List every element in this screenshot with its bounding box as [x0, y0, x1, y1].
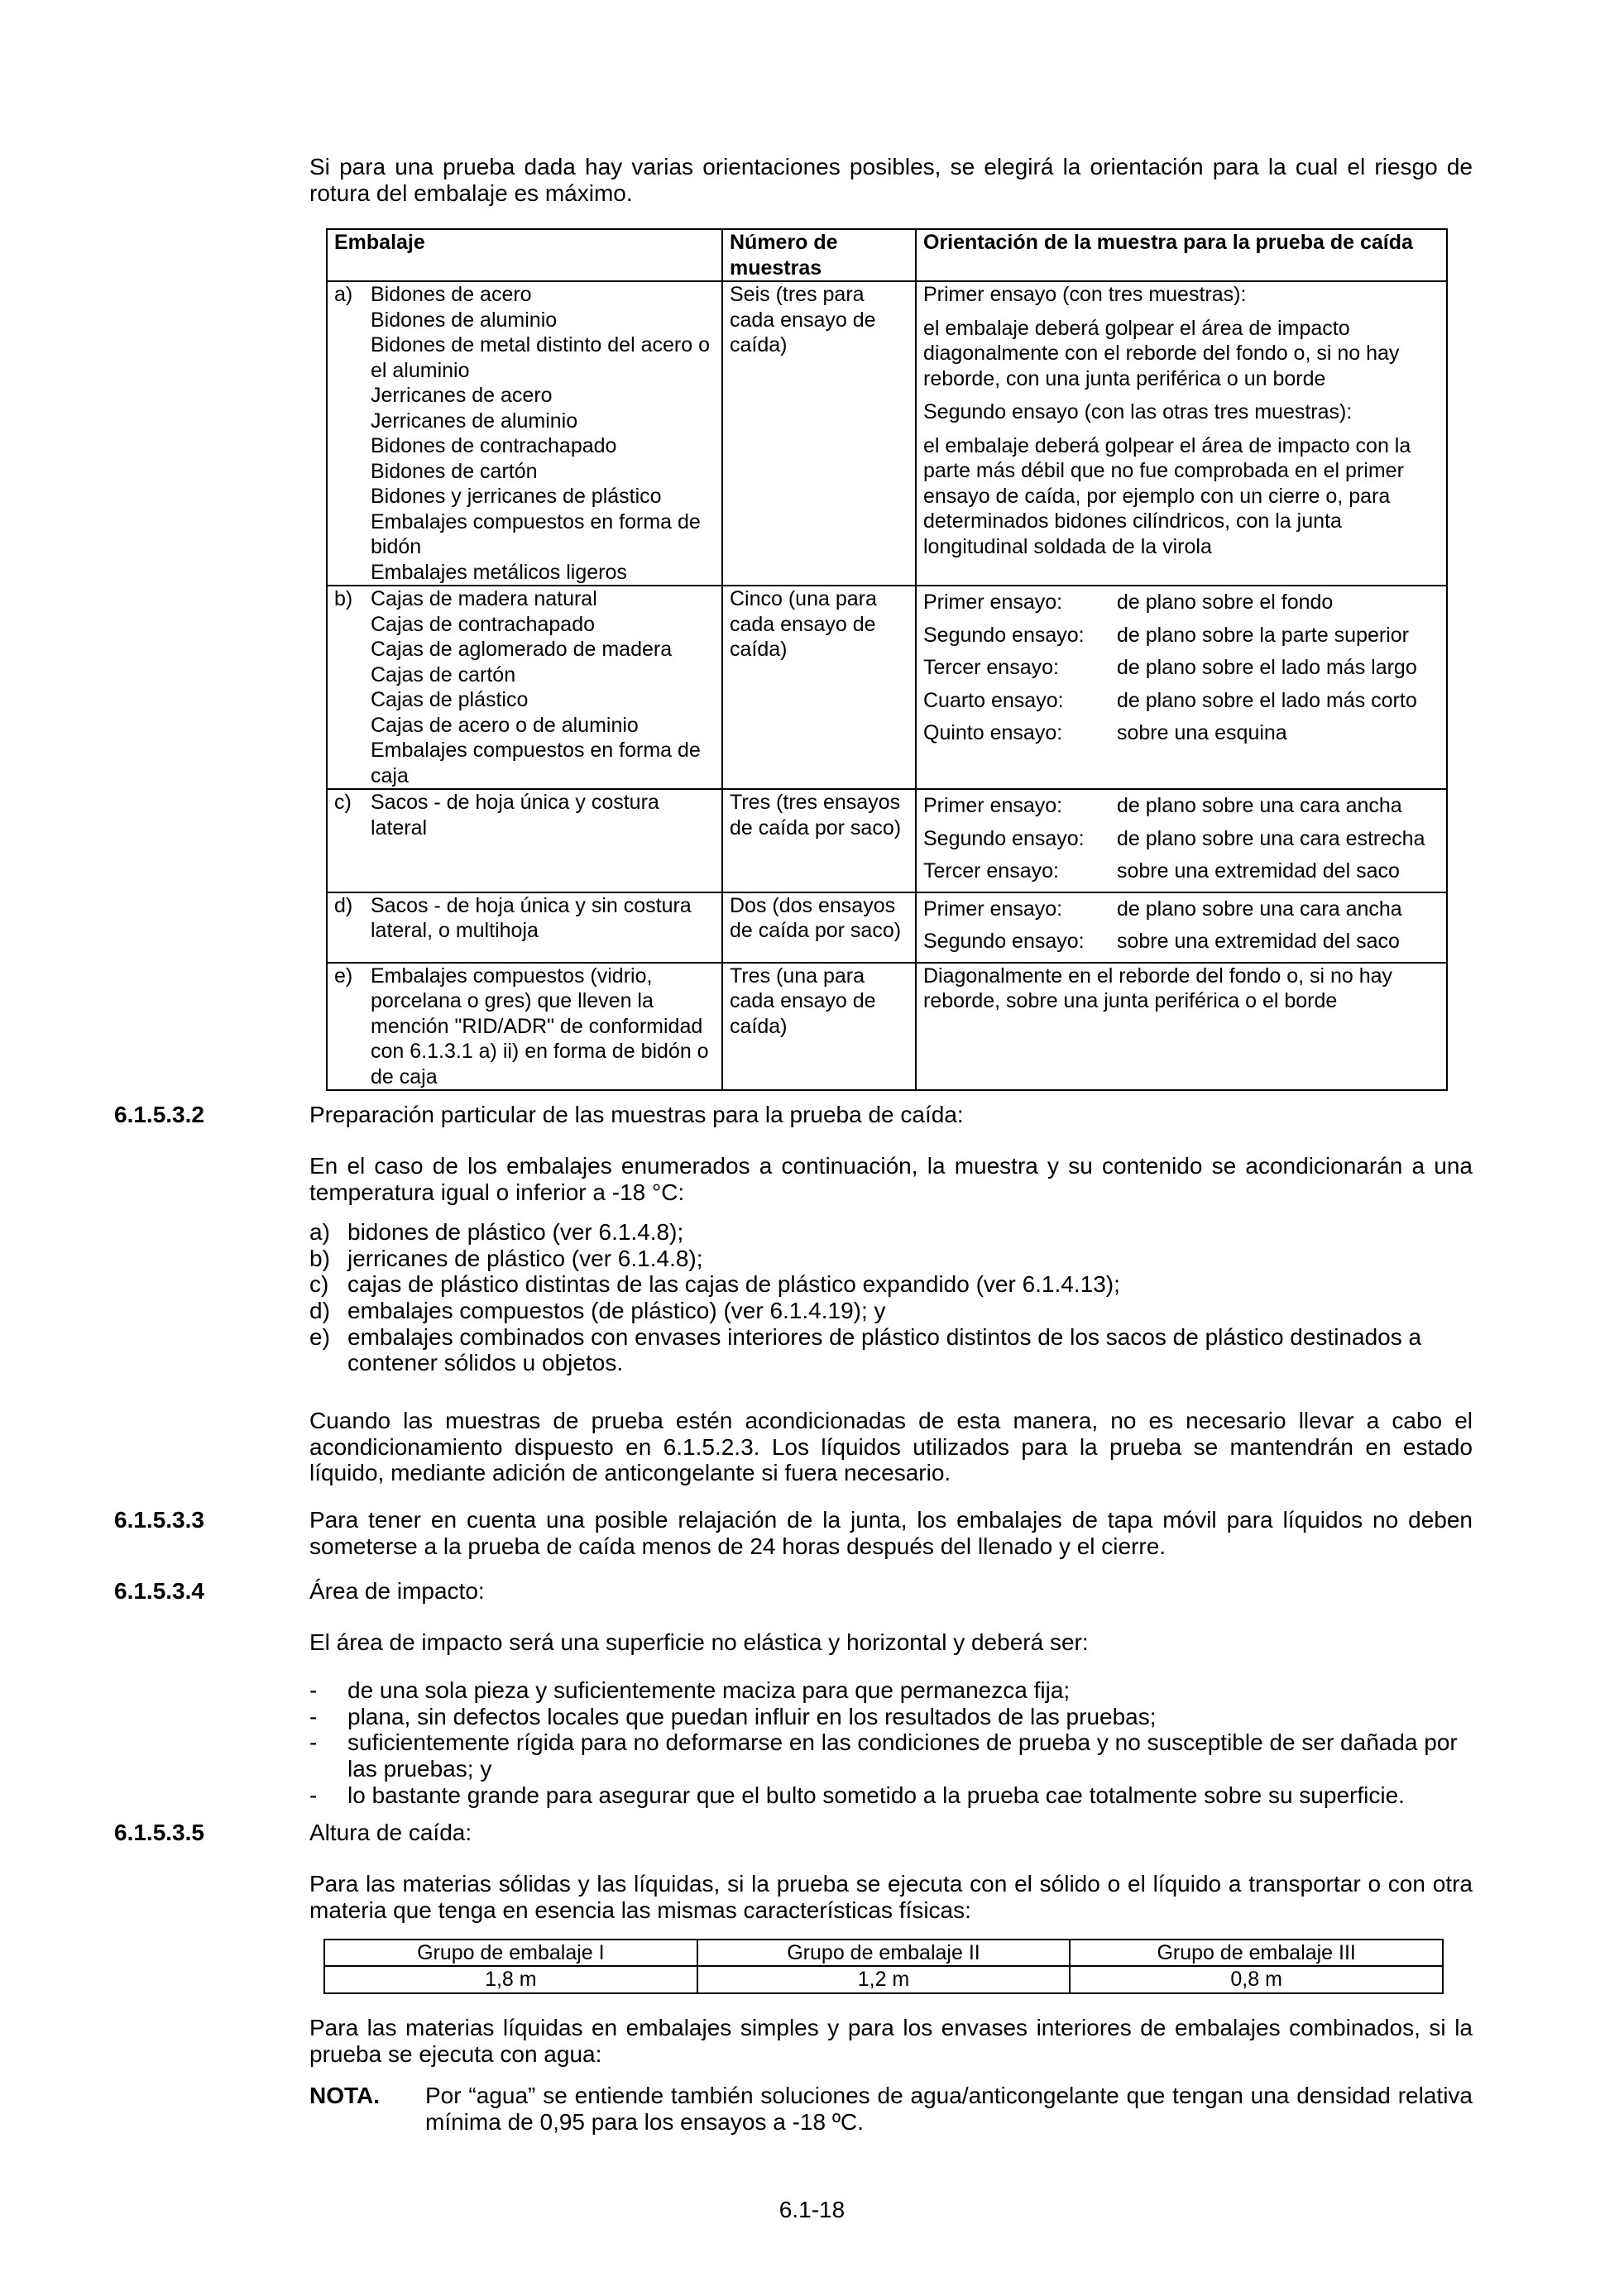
- height-value-row: [324, 1966, 1443, 1992]
- packaging-item: Cajas de madera natural: [371, 587, 597, 610]
- test-name: Tercer ensayo:: [923, 859, 1059, 883]
- list-item: [309, 1219, 1473, 1246]
- row-letter: e): [334, 964, 353, 988]
- note-label: NOTA.: [309, 2083, 381, 2108]
- drop-height-table: [323, 1939, 1444, 1994]
- list-item: [309, 1324, 1473, 1376]
- samples-cell: Seis (tres para cada ensayo de caída): [722, 281, 916, 586]
- height-value-cell: 0,8 m: [1070, 1966, 1443, 1992]
- impact-area-list: [309, 1677, 1473, 1808]
- orientation-cell: [916, 892, 1447, 963]
- test-line: [923, 859, 1440, 884]
- test-line: [923, 793, 1440, 819]
- row-letter: c): [334, 791, 352, 814]
- test-orientation: de plano sobre el fondo: [1117, 591, 1334, 614]
- list-item: [309, 1246, 1473, 1272]
- packaging-cell: [327, 963, 722, 1091]
- page-number: 6.1-18: [778, 2197, 846, 2222]
- section-6-1-5-3-4-para1: El área de impacto será una superficie no elástica y horizontal y deberá ser:: [309, 1629, 1089, 1655]
- orientation-cell: [916, 789, 1447, 892]
- height-header-cell: Grupo de embalaje II: [697, 1940, 1071, 1966]
- test-name: Primer ensayo:: [923, 591, 1063, 614]
- test-line: [923, 623, 1440, 648]
- packaging-list: [334, 282, 715, 585]
- height-header-cell: Grupo de embalaje I: [324, 1940, 697, 1966]
- header-packaging: Embalaje: [327, 229, 722, 281]
- packaging-item: Cajas de contrachapado: [371, 612, 596, 636]
- list-marker: -: [309, 1677, 318, 1703]
- test-name: Tercer ensayo:: [923, 656, 1059, 679]
- test-name: Segundo ensayo:: [923, 930, 1085, 953]
- samples-cell: Tres (tres ensayos de caída por saco): [722, 789, 916, 892]
- section-6-1-5-3-5-para1: Para las materias sólidas y las líquidas, si la prueba se ejecuta con el sólido o el líquido a transportar o con otra materia que tenga en esencia las mismas características físicas:: [309, 1871, 1473, 1923]
- test-orientation: de plano sobre una cara estrecha: [1117, 826, 1425, 850]
- list-text: jerricanes de plástico (ver 6.1.4.8);: [347, 1245, 703, 1271]
- samples-cell: Cinco (una para cada ensayo de caída): [722, 586, 916, 789]
- table-row: [327, 281, 1447, 586]
- orientation-text: Primer ensayo (con tres muestras):: [923, 283, 1247, 306]
- packaging-item: Jerricanes de aluminio: [371, 409, 578, 433]
- test-line: [923, 929, 1440, 954]
- list-marker: -: [309, 1703, 318, 1729]
- height-header-row: [324, 1940, 1443, 1966]
- test-name: Quinto ensayo:: [923, 721, 1063, 744]
- orientation-text: Diagonalmente en el reborde del fondo o, si no hay reborde, sobre una junta periférica o el borde: [923, 964, 1393, 1012]
- height-value-cell: 1,8 m: [324, 1966, 697, 1992]
- packaging-item: Jerricanes de acero: [371, 384, 553, 407]
- orientation-cell: [916, 586, 1447, 789]
- list-text: embalajes compuestos (de plástico) (ver 6.1.4.19); y: [347, 1297, 886, 1323]
- list-marker: -: [309, 1729, 318, 1756]
- table-row: [327, 892, 1447, 963]
- list-marker: d): [309, 1297, 330, 1323]
- table-row: [327, 963, 1447, 1091]
- test-orientation: de plano sobre una cara ancha: [1117, 794, 1402, 817]
- list-text: lo bastante grande para asegurar que el bulto sometido a la prueba cae totalmente sobre su superficie.: [347, 1782, 1405, 1808]
- section-number-6-1-5-3-2: 6.1.5.3.2: [114, 1102, 204, 1127]
- packaging-item: Bidones de metal distinto del acero o el aluminio: [371, 333, 710, 382]
- section-number-6-1-5-3-3: 6.1.5.3.3: [114, 1507, 204, 1533]
- section-6-1-5-3-2-para1: En el caso de los embalajes enumerados a continuación, la muestra y su contenido se acondicionarán a una temperatura igual o inferior a -18 °C:: [309, 1153, 1473, 1205]
- header-orientation: Orientación de la muestra para la prueba de caída: [916, 229, 1447, 281]
- section-title-6-1-5-3-4: Área de impacto:: [309, 1578, 485, 1604]
- test-name: Segundo ensayo:: [923, 826, 1085, 850]
- list-item: [309, 1271, 1473, 1298]
- list-item: [309, 1704, 1473, 1730]
- list-marker: b): [309, 1245, 330, 1271]
- list-marker: -: [309, 1782, 318, 1808]
- list-text: de una sola pieza y suficientemente maciza para que permanezca fija;: [347, 1677, 1071, 1703]
- note-text: Por “agua” se entiende también soluciones de agua/anticongelante que tengan una densidad relativa mínima de 0,95 para los ensayos a -18 ºC.: [425, 2083, 1473, 2135]
- packaging-item: Cajas de acero o de aluminio: [371, 713, 639, 737]
- samples-cell: Tres (una para cada ensayo de caída): [722, 963, 916, 1091]
- section-6-1-5-3-5-para2: Para las materias líquidas en embalajes simples y para los envases interiores de embalajes combinados, si la prueba se ejecuta con agua:: [309, 2015, 1473, 2067]
- samples-cell: Dos (dos ensayos de caída por saco): [722, 892, 916, 963]
- packaging-cell: [327, 586, 722, 789]
- test-name: Cuarto ensayo:: [923, 688, 1064, 712]
- list-item: [309, 1677, 1473, 1704]
- header-samples: Número de muestras: [722, 229, 916, 281]
- packaging-item: Cajas de cartón: [371, 662, 516, 686]
- list-text: bidones de plástico (ver 6.1.4.8);: [347, 1219, 684, 1245]
- orientation-cell: [916, 963, 1447, 1091]
- packaging-item: Bidones de cartón: [371, 459, 538, 483]
- list-marker: e): [309, 1323, 330, 1350]
- list-text: cajas de plástico distintas de las cajas de plástico expandido (ver 6.1.4.13);: [347, 1271, 1120, 1298]
- packaging-item: Embalajes compuestos (vidrio, porcelana o gres) que lleven la mención "RID/ADR" de conformidad con 6.1.3.1 a) ii) en forma de bidón o de caja: [371, 964, 709, 1088]
- packaging-cell: [327, 281, 722, 586]
- section-6-1-5-3-2-para2: Cuando las muestras de prueba estén acondicionadas de esta manera, no es necesario llevar a cabo el acondicionamiento dispuesto en 6.1.5.2.3. Los líquidos utilizados para la prueba se mantendrán en estado líquido, mediante adición de anticongelante si fuera necesario.: [309, 1408, 1473, 1486]
- test-line: [923, 688, 1440, 714]
- list-marker: c): [309, 1271, 329, 1298]
- test-orientation: sobre una extremidad del saco: [1117, 930, 1400, 953]
- test-line: [923, 720, 1440, 746]
- row-letter: a): [334, 283, 353, 306]
- packaging-list: [334, 586, 715, 788]
- packaging-item: Bidones y jerricanes de plástico: [371, 485, 662, 508]
- table-header-row: [327, 229, 1447, 281]
- row-letter: b): [334, 587, 353, 610]
- list-text: plana, sin defectos locales que puedan influir en los resultados de las pruebas;: [347, 1703, 1157, 1729]
- packaging-item: Sacos - de hoja única y sin costura lateral, o multihoja: [371, 893, 692, 942]
- test-name: Primer ensayo:: [923, 794, 1063, 817]
- packaging-item: Sacos - de hoja única y costura lateral: [371, 791, 659, 839]
- test-orientation: sobre una extremidad del saco: [1117, 859, 1400, 883]
- section-number-6-1-5-3-5: 6.1.5.3.5: [114, 1820, 204, 1845]
- section-number-6-1-5-3-4: 6.1.5.3.4: [114, 1578, 204, 1604]
- orientation-text: el embalaje deberá golpear el área de impacto con la parte más débil que no fue comprobada en el primer ensayo de caída, por ejemplo con un cierre o, para determinados bidones cilíndricos, con la junta longitudinal soldada de la virola: [923, 433, 1411, 558]
- list-marker: a): [309, 1219, 330, 1245]
- conditioning-list: [309, 1219, 1473, 1376]
- test-orientation: de plano sobre el lado más corto: [1117, 688, 1417, 712]
- packaging-list: [334, 964, 715, 1090]
- section-6-1-5-3-3-text: Para tener en cuenta una posible relajación de la junta, los embalajes de tapa móvil para líquidos no deben someterse a la prueba de caída menos de 24 horas después del llenado y el cierre.: [309, 1507, 1473, 1559]
- packaging-item: Cajas de aglomerado de madera: [371, 638, 673, 661]
- packaging-item: Bidones de aluminio: [371, 308, 558, 332]
- orientation-cell: [916, 281, 1447, 586]
- test-name: Primer ensayo:: [923, 897, 1063, 921]
- test-line: [923, 897, 1440, 922]
- packaging-item: Cajas de plástico: [371, 688, 529, 711]
- orientation-text: el embalaje deberá golpear el área de impacto diagonalmente con el reborde del fondo o, si no hay reborde, con una junta periférica o un borde: [923, 316, 1400, 390]
- row-letter: d): [334, 893, 353, 917]
- packaging-item: Bidones de acero: [371, 283, 532, 306]
- packaging-cell: [327, 789, 722, 892]
- table-row: [327, 789, 1447, 892]
- height-value-cell: 1,2 m: [697, 1966, 1071, 1992]
- list-item: [309, 1729, 1473, 1782]
- drop-test-table: [326, 228, 1448, 1091]
- packaging-item: Embalajes compuestos en forma de bidón: [371, 509, 701, 558]
- packaging-cell: [327, 892, 722, 963]
- list-text: embalajes combinados con envases interiores de plástico distintos de los sacos de plástico destinados a contener sólidos u objetos.: [347, 1323, 1422, 1376]
- packaging-list: [334, 893, 715, 944]
- height-header-cell: Grupo de embalaje III: [1070, 1940, 1443, 1966]
- test-line: [923, 655, 1440, 681]
- test-orientation: sobre una esquina: [1117, 721, 1287, 744]
- intro-paragraph: Si para una prueba dada hay varias orientaciones posibles, se elegirá la orientación para la cual el riesgo de rotura del embalaje es máximo.: [309, 154, 1473, 206]
- table-row: [327, 586, 1447, 789]
- test-orientation: de plano sobre una cara ancha: [1117, 897, 1402, 921]
- section-title-6-1-5-3-5: Altura de caída:: [309, 1820, 472, 1845]
- packaging-list: [334, 790, 715, 840]
- test-line: [923, 826, 1440, 852]
- list-text: suficientemente rígida para no deformarse en las condiciones de prueba y no susceptible de ser dañada por las pruebas; y: [347, 1729, 1458, 1782]
- list-item: [309, 1782, 1473, 1809]
- packaging-item: Embalajes metálicos ligeros: [371, 560, 627, 584]
- test-line: [923, 590, 1440, 615]
- test-orientation: de plano sobre la parte superior: [1117, 623, 1410, 647]
- packaging-item: Bidones de contrachapado: [371, 434, 617, 457]
- list-item: [309, 1298, 1473, 1324]
- packaging-item: Embalajes compuestos en forma de caja: [371, 739, 701, 787]
- section-title-6-1-5-3-2: Preparación particular de las muestras para la prueba de caída:: [309, 1102, 964, 1127]
- test-name: Segundo ensayo:: [923, 623, 1085, 647]
- orientation-text: Segundo ensayo (con las otras tres muestras):: [923, 400, 1353, 423]
- test-orientation: de plano sobre el lado más largo: [1117, 656, 1417, 679]
